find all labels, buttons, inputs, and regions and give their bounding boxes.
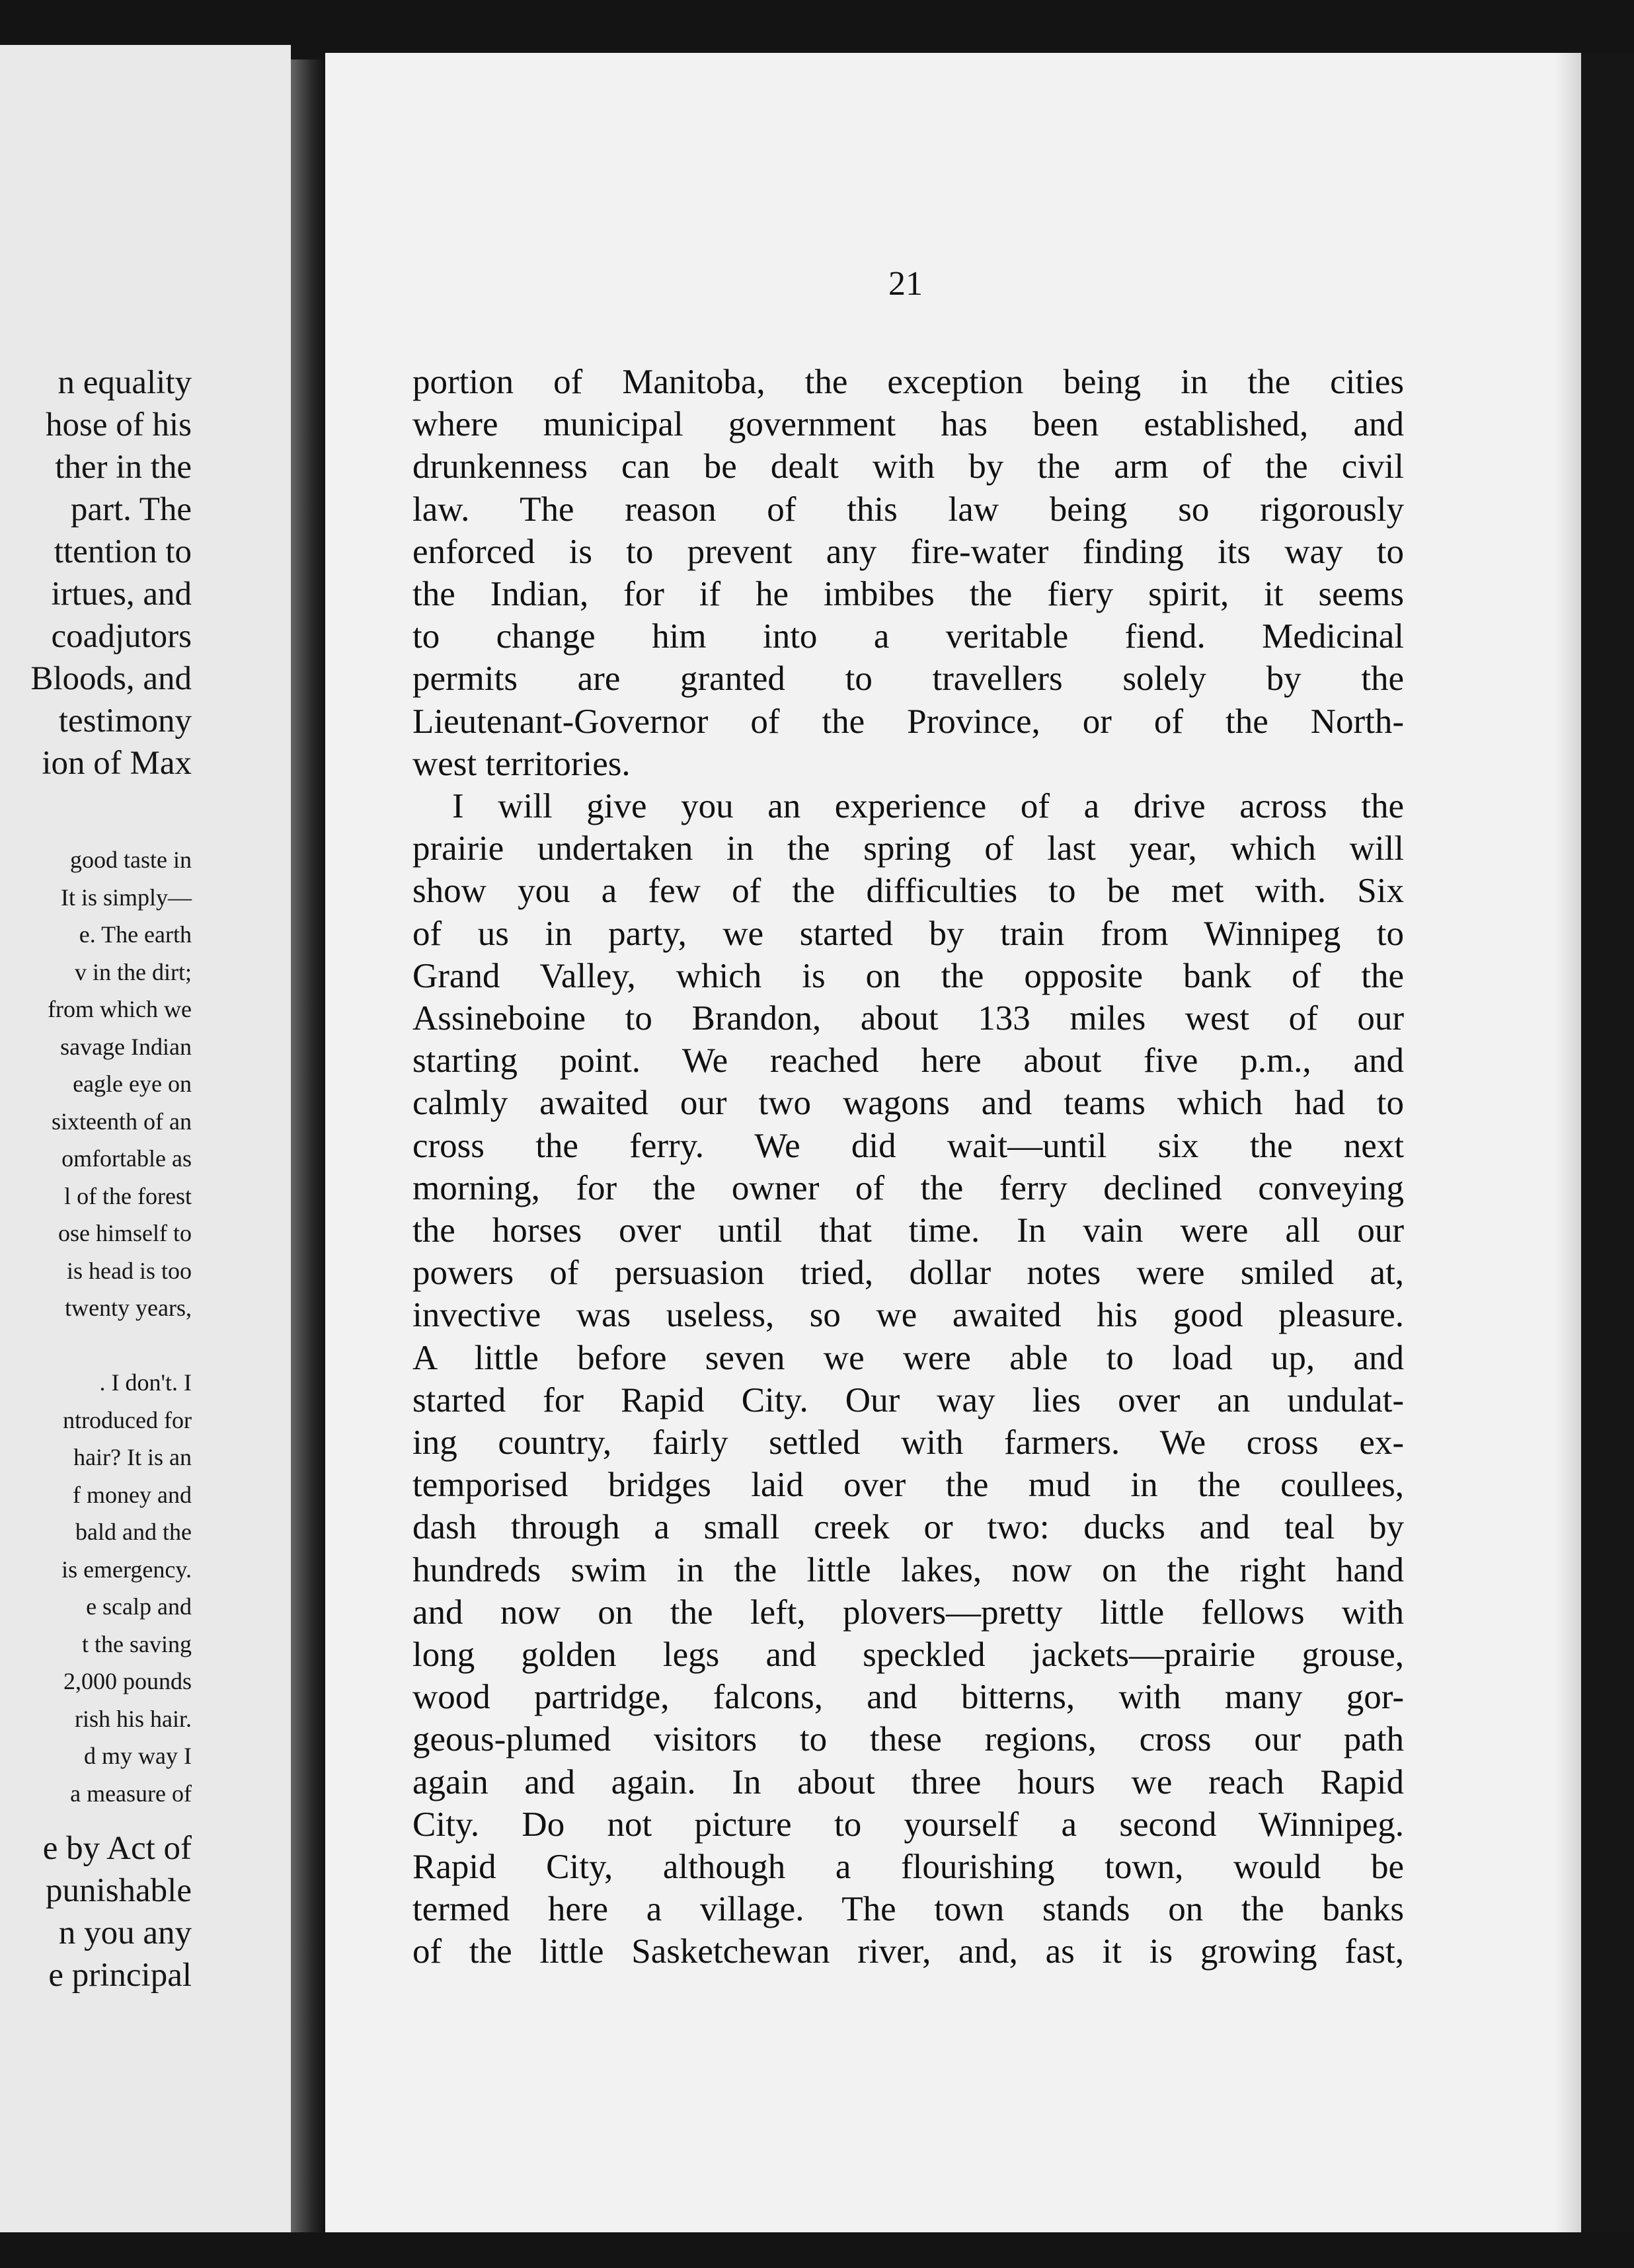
body-line: Assineboine to Brandon, about 133 miles west of our	[412, 999, 1404, 1038]
left-page-line: ose himself to	[58, 1220, 192, 1246]
left-page-line: from which we	[48, 996, 192, 1022]
left-page-line: f money and	[73, 1481, 192, 1508]
body-line: started for Rapid City. Our way lies over an undulat-	[412, 1380, 1404, 1419]
body-line: dash through a small creek or two: ducks and teal by	[412, 1508, 1404, 1547]
body-line: morning, for the owner of the ferry declined conveying	[412, 1168, 1404, 1207]
body-line: hundreds swim in the little lakes, now on the right hand	[412, 1550, 1404, 1589]
left-page-line: part. The	[70, 491, 192, 528]
left-page-line: is head is too	[67, 1257, 192, 1284]
body-line: and now on the left, plovers—pretty little fellows with	[412, 1593, 1404, 1632]
body-line: prairie undertaken in the spring of last year, which will	[412, 829, 1404, 868]
body-line: where municipal government has been established, and	[412, 405, 1404, 444]
left-page-line: e principal	[48, 1957, 192, 1994]
body-line: A little before seven we were able to load up, and	[412, 1338, 1404, 1377]
left-page-line: coadjutors	[51, 618, 192, 655]
body-line: drunkenness can be dealt with by the arm of the civil	[412, 447, 1404, 486]
left-page-line: Bloods, and	[30, 660, 192, 697]
left-page	[0, 45, 291, 2232]
left-page-line: is emergency.	[61, 1556, 192, 1583]
left-page-line: ntroduced for	[63, 1406, 192, 1433]
left-page-line: eagle eye on	[73, 1071, 192, 1097]
left-page-line: d my way I	[84, 1743, 192, 1769]
left-page-line: t the saving	[82, 1630, 192, 1657]
body-line: again and again. In about three hours we reach Rapid	[412, 1762, 1404, 1801]
left-page-line: good taste in	[70, 847, 192, 873]
body-line: temporised bridges laid over the mud in the coullees,	[412, 1466, 1404, 1505]
body-line: the horses over until that time. In vain were all our	[412, 1211, 1404, 1250]
body-line: invective was useless, so we awaited his good pleasure.	[412, 1296, 1404, 1335]
body-line: City. Do not picture to yourself a second Winnipeg.	[412, 1805, 1404, 1844]
body-line: termed here a village. The town stands on the banks	[412, 1890, 1404, 1929]
body-line: long golden legs and speckled jackets—prairie grouse,	[412, 1636, 1404, 1674]
left-page-line: punishable	[46, 1872, 192, 1909]
body-line: calmly awaited our two wagons and teams which had to	[412, 1084, 1404, 1123]
body-line: show you a few of the difficulties to be met with. Six	[412, 872, 1404, 911]
body-line: enforced is to prevent any fire-water finding its way to	[412, 532, 1404, 571]
scan-border-bottom	[0, 2232, 1634, 2268]
left-page-line: a measure of	[70, 1780, 192, 1807]
body-line: cross the ferry. We did wait—until six the next	[412, 1126, 1404, 1165]
left-page-line: ion of Max	[42, 745, 192, 782]
left-page-line: e scalp and	[86, 1593, 192, 1620]
left-page-line: savage Indian	[60, 1033, 192, 1060]
left-page-line: 2,000 pounds	[63, 1668, 192, 1694]
body-line: I will give you an experience of a drive across the	[452, 787, 1404, 825]
left-page-line: irtues, and	[51, 576, 192, 613]
left-page-line: sixteenth of an	[52, 1108, 192, 1135]
left-page-line: n you any	[58, 1914, 192, 1951]
body-line: portion of Manitoba, the exception being in the cities	[412, 363, 1404, 401]
body-line: geous-plumed visitors to these regions, cross our path	[412, 1720, 1404, 1759]
left-page-line: It is simply—	[60, 884, 192, 911]
left-page-line: n equality	[58, 364, 192, 401]
left-page-line: v in the dirt;	[75, 958, 192, 985]
left-page-line: twenty years,	[65, 1295, 192, 1321]
book-gutter	[291, 59, 325, 2234]
left-page-line: . I don't. I	[99, 1369, 192, 1396]
left-page-line: e. The earth	[79, 921, 192, 948]
left-page-line: e by Act of	[42, 1830, 192, 1867]
body-line: wood partridge, falcons, and bitterns, with many gor-	[412, 1678, 1404, 1717]
left-page-line: bald and the	[75, 1519, 192, 1545]
body-line: starting point. We reached here about five p.m., and	[412, 1041, 1404, 1080]
body-line: of us in party, we started by train from Winnipeg to	[412, 914, 1404, 953]
body-line: the Indian, for if he imbibes the fiery spirit, it seems	[412, 575, 1404, 613]
left-page-line: l of the forest	[64, 1182, 192, 1209]
body-line: powers of persuasion tried, dollar notes were smiled at,	[412, 1254, 1404, 1293]
body-line: west territories.	[412, 744, 631, 783]
left-page-line: hair? It is an	[73, 1444, 192, 1470]
left-page-line: rish his hair.	[75, 1705, 192, 1732]
body-line: law. The reason of this law being so rigorously	[412, 490, 1404, 529]
right-page	[325, 53, 1581, 2234]
body-line: of the little Sasketchewan river, and, as it is growing fast,	[412, 1932, 1404, 1971]
body-line: Rapid City, although a flourishing town, would be	[412, 1848, 1404, 1886]
left-page-line: ttention to	[54, 533, 192, 570]
left-page-line: testimony	[58, 702, 192, 739]
body-line: ing country, fairly settled with farmers. We cross ex-	[412, 1423, 1404, 1462]
body-line: permits are granted to travellers solely by the	[412, 660, 1404, 699]
scan-border-right	[1581, 53, 1634, 2268]
left-page-line: hose of his	[46, 406, 192, 443]
left-page-line: ther in the	[55, 449, 192, 486]
body-line: Lieutenant-Governor of the Province, or of the North-	[412, 702, 1404, 741]
body-line: to change him into a veritable fiend. Medicinal	[412, 617, 1404, 656]
page-number: 21	[888, 265, 923, 303]
body-line: Grand Valley, which is on the opposite bank of the	[412, 956, 1404, 995]
left-page-line: omfortable as	[61, 1145, 192, 1172]
